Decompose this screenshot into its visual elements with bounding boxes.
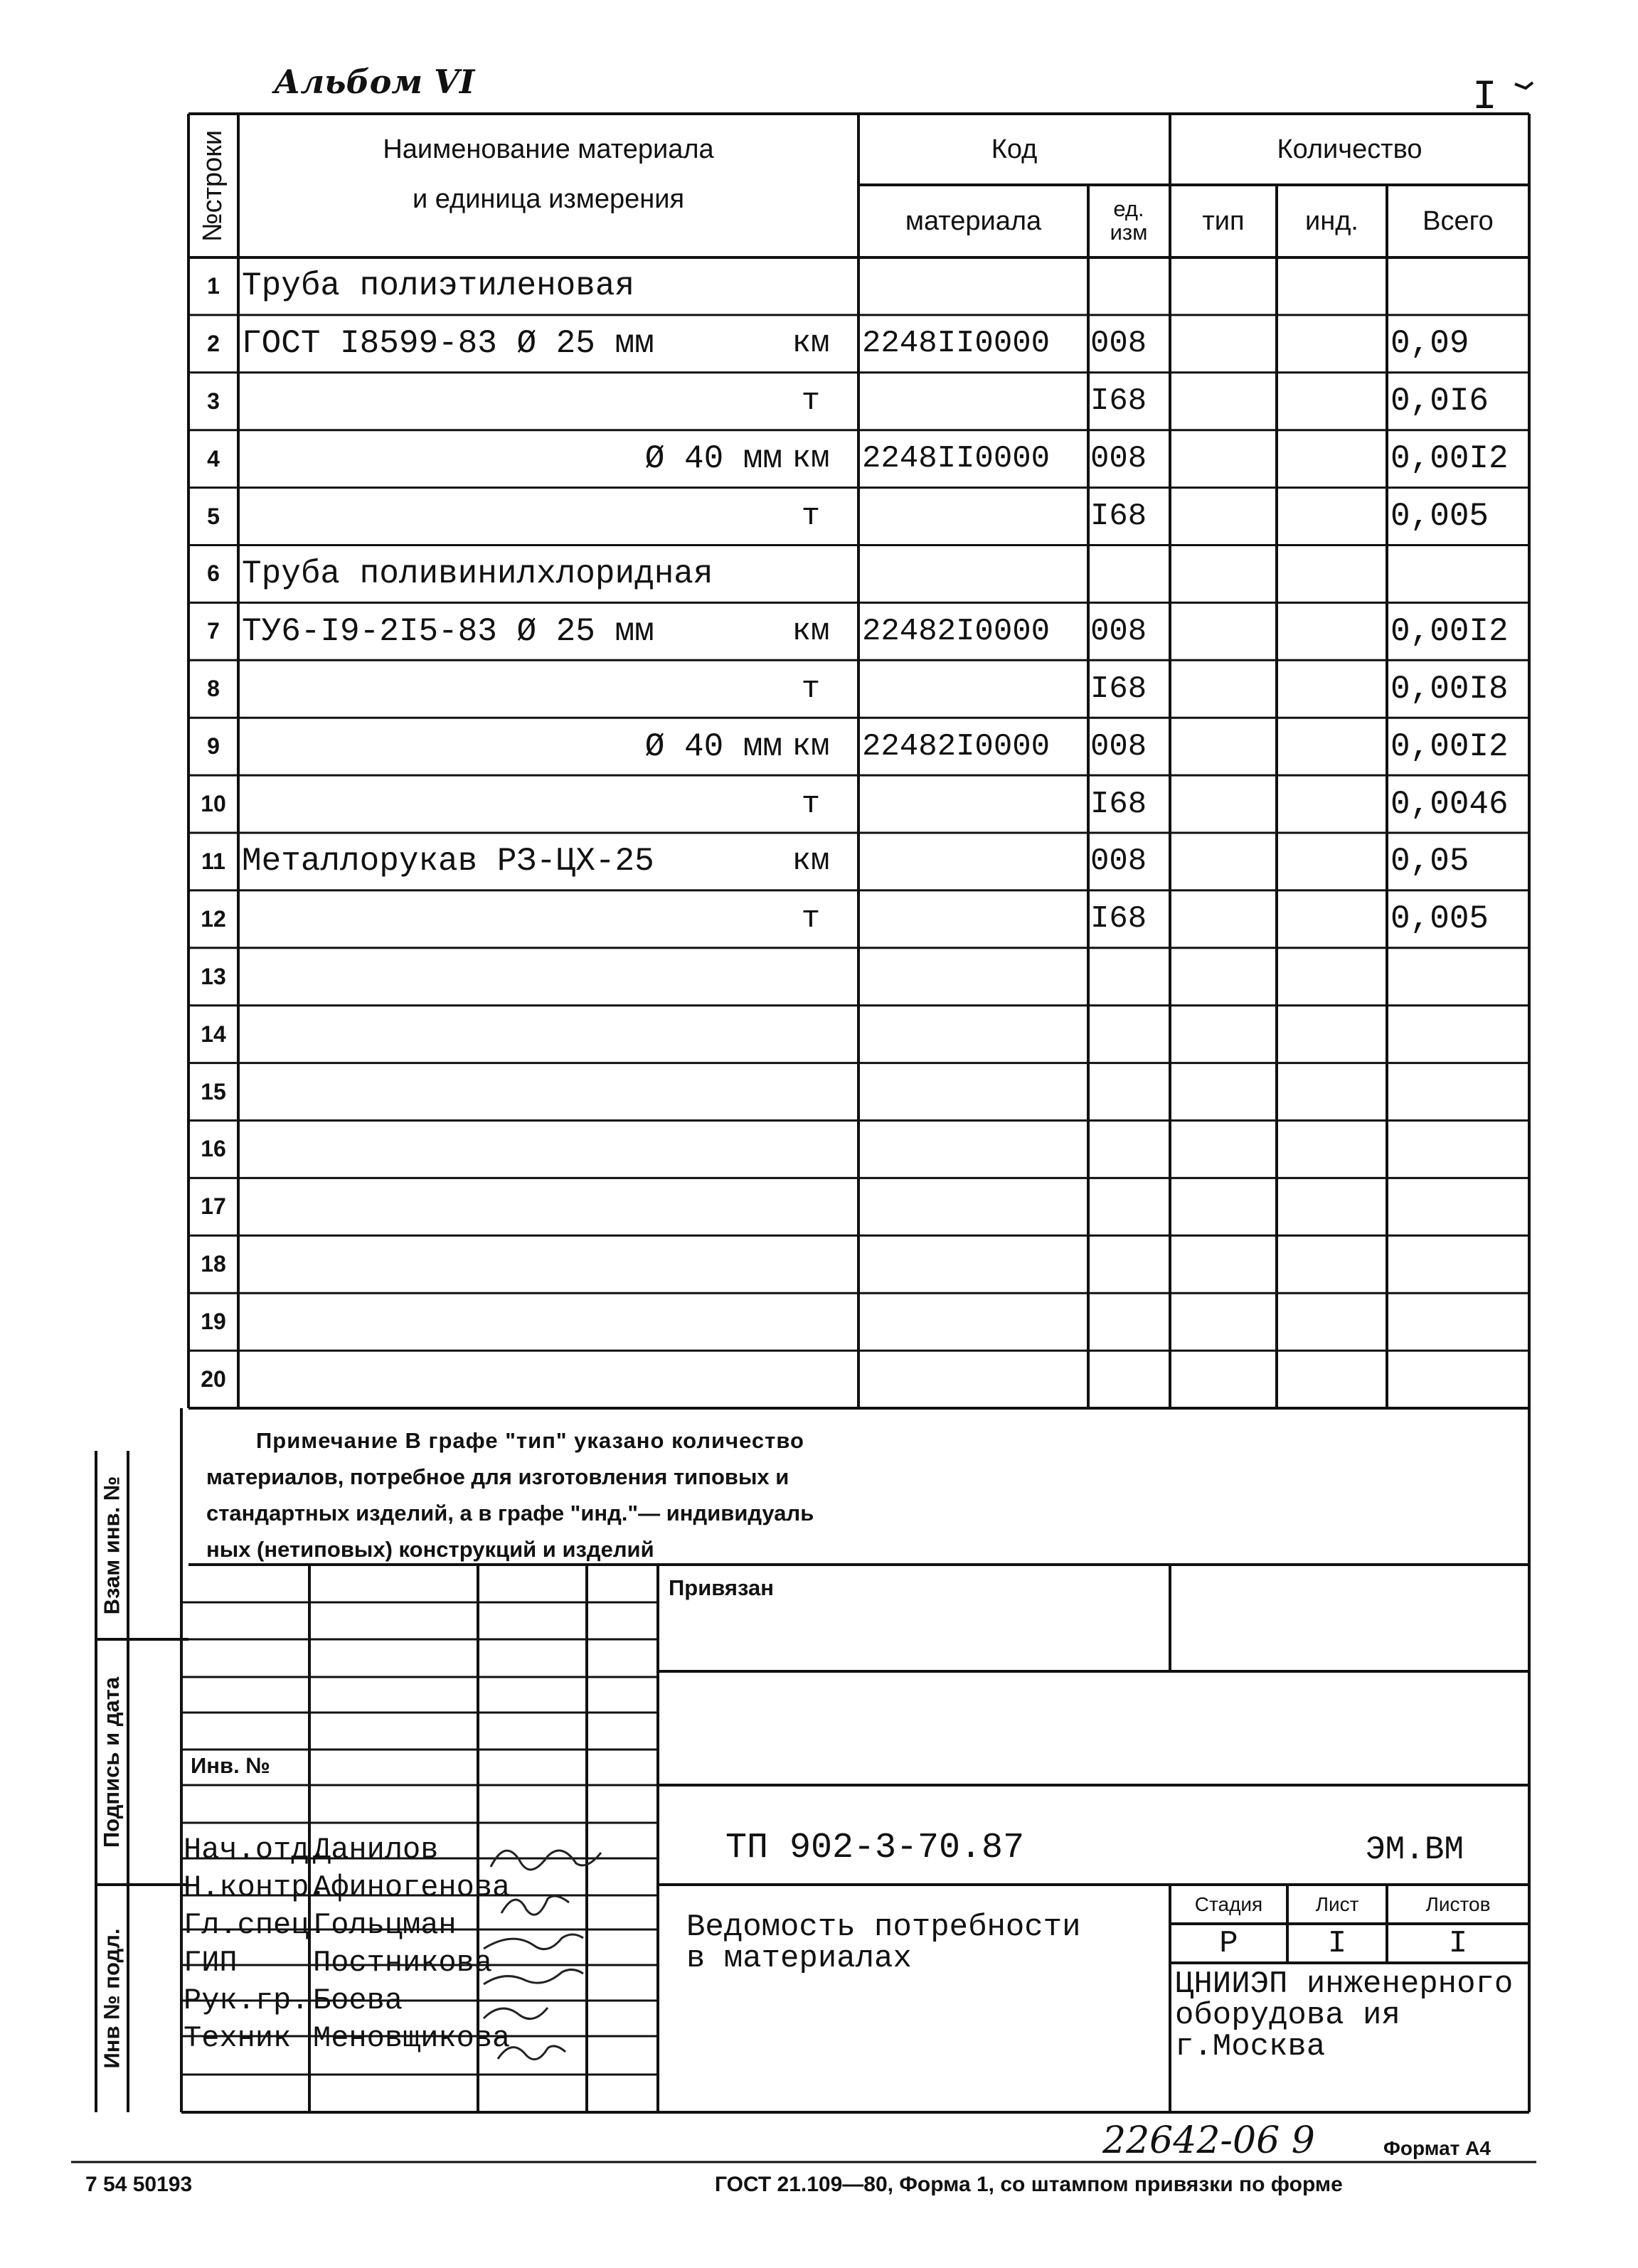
signer-row [184,2018,660,2056]
signer-role: Нач.отд. [184,1833,327,1867]
row-unit [768,1235,853,1293]
header-quantity: Количество [1277,134,1422,164]
doc-title-line1: Ведомость потребности [686,1910,1081,1945]
row-unit-code [1090,948,1170,1006]
row-material-name: Ø 40 мм [644,440,782,478]
row-number: 6 [207,560,220,587]
note-block [206,1422,1273,1567]
row-unit-code: I68 [1090,901,1147,937]
row-total: 0,0I6 [1390,383,1489,420]
row-number: 18 [201,1251,226,1277]
org-line3: г.Москва [1175,2029,1326,2065]
signer-name: Афиногенова [313,1870,511,1905]
note-line-2: материалов, потребное для изготовления типовых и [206,1464,789,1489]
row-unit-code: I68 [1090,786,1147,822]
side-label-inv-podl: Инв № подл. [99,1928,124,2069]
doc-title-line2: в материалах [686,1941,912,1976]
row-unit: км [792,326,830,362]
row-unit [768,1063,853,1121]
row-material-code [862,660,1090,718]
row-material-code [862,1006,1090,1063]
row-material-name [242,660,797,718]
row-material-code [862,545,1090,603]
row-number: 19 [201,1309,226,1335]
header-code-material: материала [905,206,1042,236]
note-line-3: стандартных изделий, а в графе "инд."— индивидуаль [206,1501,814,1526]
row-total [1390,1178,1529,1235]
row-material-name [242,488,797,545]
row-unit-code [1090,1178,1170,1235]
row-unit [768,257,853,315]
side-label-vzam: Взам инв. № [99,1476,124,1614]
row-unit: км [792,843,830,880]
inv-no-label: Инв. № [191,1753,270,1778]
row-unit [768,1006,853,1063]
row-number: 14 [201,1021,226,1047]
row-material-code [862,373,1090,430]
row-unit [768,1351,853,1408]
row-unit [768,545,853,603]
row-unit: км [792,441,830,477]
row-material-code [862,1063,1090,1121]
header-code-unit: ед. изм [1110,196,1148,245]
row-total [1390,1351,1529,1408]
row-unit-code [1090,545,1170,603]
header-name-line1: Наименование материала [383,134,714,164]
row-number: 1 [207,272,220,299]
row-unit [768,1121,853,1178]
row-number: 13 [201,963,226,989]
row-material-name [242,373,797,430]
handwritten-number: 22642-06 9 [1102,2119,1315,2162]
signer-row [184,1943,660,1981]
row-unit [768,1178,853,1235]
header-qty-total: Всего [1422,206,1494,236]
row-total: 0,0046 [1390,785,1509,823]
row-unit [768,948,853,1006]
row-total: 0,00I8 [1390,670,1509,708]
row-material-name [242,890,797,948]
signer-role: ГИП [184,1946,238,1980]
doc-code: ТП 902-3-70.87 [725,1828,1025,1868]
signer-name: Постникова [313,1946,493,1980]
row-material-code [862,488,1090,545]
row-unit: т [801,671,821,707]
signer-name: Меновщикова [313,2021,511,2055]
row-total: 0,005 [1390,498,1489,536]
row-material-name [242,1121,797,1178]
row-material-code [862,1293,1090,1351]
row-total [1390,1293,1529,1351]
stage-value: Р [1219,1925,1238,1961]
privyazan-label: Привязан [669,1575,774,1600]
row-number: 8 [207,676,220,702]
signer-name: Гольцман [313,1908,457,1942]
row-number: 10 [201,791,226,817]
row-unit: км [792,728,830,765]
row-material-code: 2248II0000 [862,326,1051,362]
row-material-code [862,257,1090,315]
row-unit: км [792,613,830,649]
row-material-name [242,1293,797,1351]
signer-row [184,1905,660,1943]
row-total [1390,1121,1529,1178]
org-line1: ЦНИИЭП инженерного [1175,1966,1514,2002]
row-unit-code: 008 [1090,843,1147,880]
row-unit-code [1090,1235,1170,1293]
row-material-name [242,948,797,1006]
row-material-code: 2248II0000 [862,441,1051,477]
row-total [1390,948,1529,1006]
row-material-code [862,948,1090,1006]
row-total [1390,1006,1529,1063]
row-total: 0,00I2 [1390,440,1509,478]
row-number: 4 [207,445,220,472]
row-unit-code: I68 [1090,499,1147,535]
row-total: 0,005 [1390,900,1489,938]
row-material-code: 22482I0000 [862,728,1051,765]
row-unit: т [801,786,821,822]
header-row-number: №строки [198,129,228,242]
row-number: 2 [207,330,220,356]
row-number: 16 [201,1136,226,1162]
doc-mark: ЭМ.ВМ [1366,1831,1464,1868]
row-total: 0,05 [1390,843,1469,880]
footer-right: ГОСТ 21.109—80, Форма 1, со штампом привязки по форме [715,2173,1343,2196]
row-unit-code [1090,1293,1170,1351]
signer-row [184,1830,660,1868]
signer-role: Рук.гр. [184,1984,309,2018]
row-material-code [862,1351,1090,1408]
header-name-line2: и единица измерения [412,183,685,214]
row-number: 5 [207,503,220,529]
note-line-1: Примечание В графе "тип" указано количество [256,1428,804,1453]
note-line-4: ных (нетиповых) конструкций и изделий [206,1537,654,1562]
row-material-name: Труба полиэтиленовая [242,267,635,305]
row-total [1390,257,1529,315]
signer-row [184,1981,660,2018]
row-material-code [862,890,1090,948]
row-material-name [242,1063,797,1121]
sheet-label: Лист [1315,1892,1359,1915]
header-qty-ind: инд. [1305,206,1358,236]
row-unit-code [1090,1006,1170,1063]
row-unit-code [1090,257,1170,315]
row-unit: т [801,383,821,420]
row-total: 0,00I2 [1390,728,1509,765]
row-unit: т [801,901,821,937]
signer-name: Боева [313,1984,403,2018]
org-line2: оборудова ия [1175,1998,1400,2033]
row-material-code [862,1235,1090,1293]
row-material-code [862,1121,1090,1178]
row-total: 0,09 [1390,325,1469,363]
row-unit: т [801,499,821,535]
doc-title [686,1912,1081,1974]
sheet-mark: I [1472,75,1497,121]
row-material-code [862,1178,1090,1235]
row-total [1390,1063,1529,1121]
signer-role: Гл.спец. [184,1908,327,1942]
stage-label: Стадия [1194,1892,1263,1915]
row-material-name [242,1006,797,1063]
sheet-value: I [1327,1925,1347,1961]
row-number: 17 [201,1193,226,1220]
row-unit-code: 008 [1090,613,1147,649]
header-code: Код [991,134,1038,164]
row-material-code: 22482I0000 [862,613,1051,649]
organization [1175,1966,1514,2065]
row-total [1390,545,1529,603]
row-unit-code: 008 [1090,441,1147,477]
row-unit-code: I68 [1090,671,1147,707]
row-number: 9 [207,733,220,760]
footer-left: 7 54 50193 [85,2173,193,2196]
row-material-name: ТУ6-I9-2I5-83 Ø 25 мм [242,612,654,650]
row-number: 15 [201,1078,226,1104]
row-unit-code: 008 [1090,326,1147,362]
row-unit-code [1090,1121,1170,1178]
signer-name: Данилов [313,1833,439,1867]
header-qty-type: тип [1202,206,1245,236]
signer-role: Техник [184,2021,292,2055]
row-material-name [242,775,797,833]
row-number: 11 [201,848,225,874]
row-material-name [242,1351,797,1408]
row-material-code [862,775,1090,833]
row-material-name [242,1178,797,1235]
sheets-label: Листов [1425,1892,1491,1915]
row-unit-code [1090,1063,1170,1121]
row-unit-code: I68 [1090,383,1147,420]
album-label: Альбом VI [274,63,475,101]
row-material-name [242,1235,797,1293]
row-unit-code [1090,1351,1170,1408]
row-number: 7 [207,618,220,644]
row-material-name: Ø 40 мм [644,728,782,765]
row-total [1390,1235,1529,1293]
row-unit-code: 008 [1090,728,1147,765]
row-material-name: ГОСТ I8599-83 Ø 25 мм [242,325,654,363]
row-number: 20 [201,1366,226,1393]
side-label-podpis: Подпись и дата [99,1676,124,1848]
signer-role: Н.контр. [184,1870,327,1905]
row-material-name: Труба поливинилхлоридная [242,555,713,592]
sheets-value: I [1448,1925,1468,1961]
row-number: 3 [207,388,220,414]
row-total: 0,00I2 [1390,612,1509,650]
row-material-name: Металлорукав РЗ-ЦХ-25 [242,843,654,880]
row-material-code [862,833,1090,890]
signer-row [184,1868,660,1905]
row-unit [768,1293,853,1351]
format-label: Формат А4 [1383,2137,1491,2159]
row-number: 12 [201,905,226,932]
